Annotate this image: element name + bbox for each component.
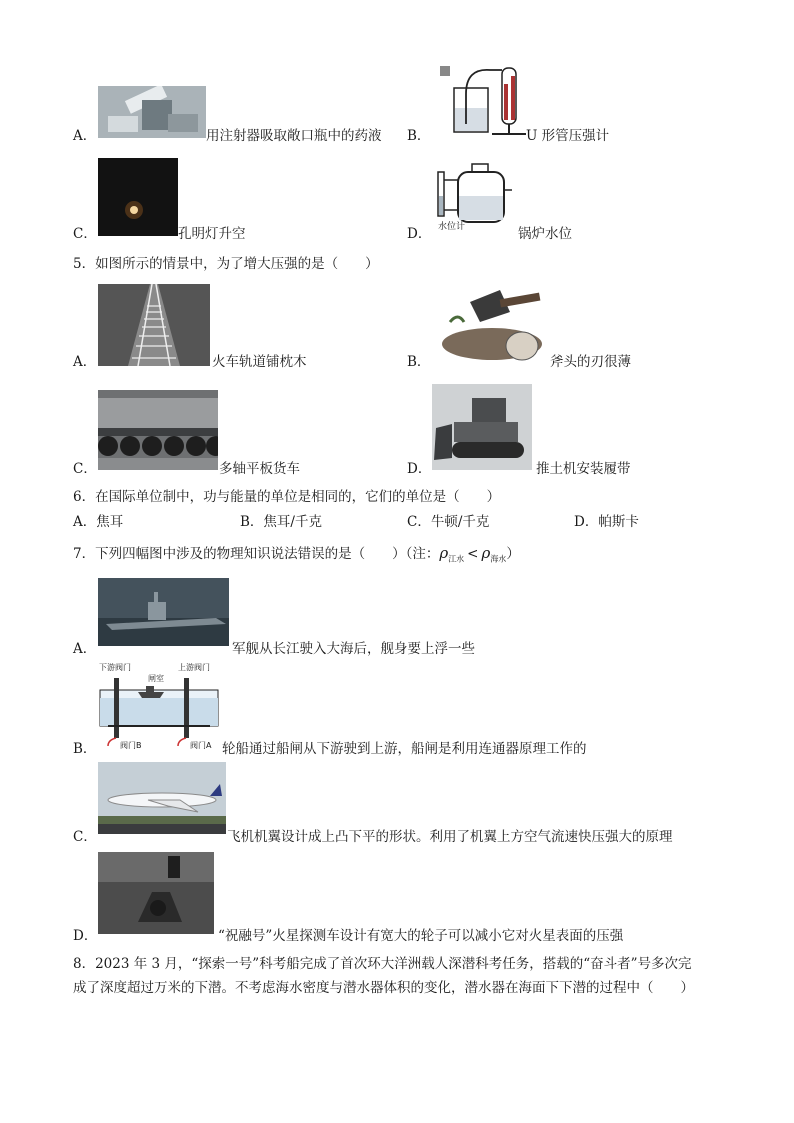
- airplane-image: [98, 762, 226, 834]
- q5-stem: 5．如图所示的情景中，为了增大压强的是（ ）: [73, 256, 379, 272]
- rho-subscript-sea: 海水: [490, 554, 507, 564]
- q4-option-c-letter: C．: [73, 226, 97, 242]
- q5-option-b-letter: B．: [407, 354, 431, 370]
- q7-option-d-letter: D．: [73, 928, 98, 944]
- syringe-bottle-image: [98, 86, 206, 138]
- q7-option-b-text: 轮船通过船闸从下游驶到上游，船闸是利用连通器原理工作的: [222, 741, 587, 757]
- q6-option-d: D．帕斯卡: [574, 514, 639, 530]
- q8-stem-line-1: 8．2023 年 3 月，“探索一号”科考船完成了首次环大洋洲载人深潜科考任务，搭载的“奋斗者”号多次完: [73, 956, 692, 972]
- q5-option-a-text: 火车轨道铺枕木: [212, 354, 307, 370]
- rho-symbol: ρ: [439, 544, 449, 562]
- rho-symbol: ρ: [481, 544, 491, 562]
- q5-option-c-letter: C．: [73, 461, 97, 477]
- q6-option-c: C．牛顿/千克: [407, 514, 490, 530]
- q4-option-d-letter: D．: [407, 226, 432, 242]
- q5-option-c-text: 多轴平板货车: [219, 461, 300, 477]
- q4-option-c-text: 孔明灯升空: [178, 226, 246, 242]
- q7-option-a-letter: A．: [73, 641, 97, 657]
- water-gauge-label: 水位计: [438, 222, 466, 232]
- u-tube-manometer-image: [432, 64, 527, 142]
- multi-axle-truck-image: [98, 390, 218, 470]
- valve-b-label: 阀门B: [120, 741, 142, 750]
- valve-a-label: 阀门A: [190, 741, 212, 750]
- q6-stem: 6．在国际单位制中，功与能量的单位是相同的，它们的单位是（ ）: [73, 489, 501, 505]
- less-than-sign: <: [467, 546, 479, 562]
- q7-option-c-text: 飞机机翼设计成上凸下平的形状。利用了机翼上方空气流速快压强大的原理: [227, 829, 673, 845]
- lock-chamber-label: 闸室: [148, 674, 164, 683]
- q7-stem-text: 7．下列四幅图中涉及的物理知识说法错误的是（ ）（注：: [73, 546, 440, 562]
- note-close: ）: [506, 546, 520, 562]
- rho-subscript-river: 江水: [448, 554, 465, 564]
- q5-option-d-text: 推土机安装履带: [536, 461, 631, 477]
- q4-option-b-text: U 形管压强计: [526, 128, 610, 144]
- q8-stem-line-2: 成了深度超过万米的下潜。不考虑海水密度与潜水器体积的变化，潜水器在海面下下潜的过程中（ ）: [73, 980, 694, 996]
- q5-option-b-text: 斧头的刃很薄: [550, 354, 631, 370]
- q4-option-a-text: 用注射器吸取敞口瓶中的药液: [206, 128, 382, 144]
- up-gate-label: 上游阀门: [178, 663, 210, 672]
- q4-option-d-text: 锅炉水位: [518, 226, 572, 242]
- axe-image: [430, 282, 550, 368]
- q4-option-b-letter: B．: [407, 128, 431, 144]
- q5-option-d-letter: D．: [407, 461, 432, 477]
- q4-option-a-letter: A．: [73, 128, 97, 144]
- warship-image: [98, 578, 229, 646]
- q7-stem: [73, 542, 520, 565]
- q7-option-b-letter: B．: [73, 741, 97, 757]
- q7-option-c-letter: C．: [73, 829, 97, 845]
- q6-option-b: B．焦耳/千克: [240, 514, 322, 530]
- q7-option-a-text: 军舰从长江驶入大海后，舰身要上浮一些: [232, 641, 475, 657]
- sky-lantern-image: [98, 158, 178, 236]
- q5-option-a-letter: A．: [73, 354, 97, 370]
- zhurong-rover-image: [98, 852, 214, 934]
- railway-sleepers-image: [98, 284, 210, 366]
- q6-option-a: A．焦耳: [73, 514, 124, 530]
- bulldozer-image: [432, 384, 532, 470]
- q7-option-d-text: “祝融号”火星探测车设计有宽大的轮子可以减小它对火星表面的压强: [218, 928, 624, 944]
- down-gate-label: 下游阀门: [99, 663, 131, 672]
